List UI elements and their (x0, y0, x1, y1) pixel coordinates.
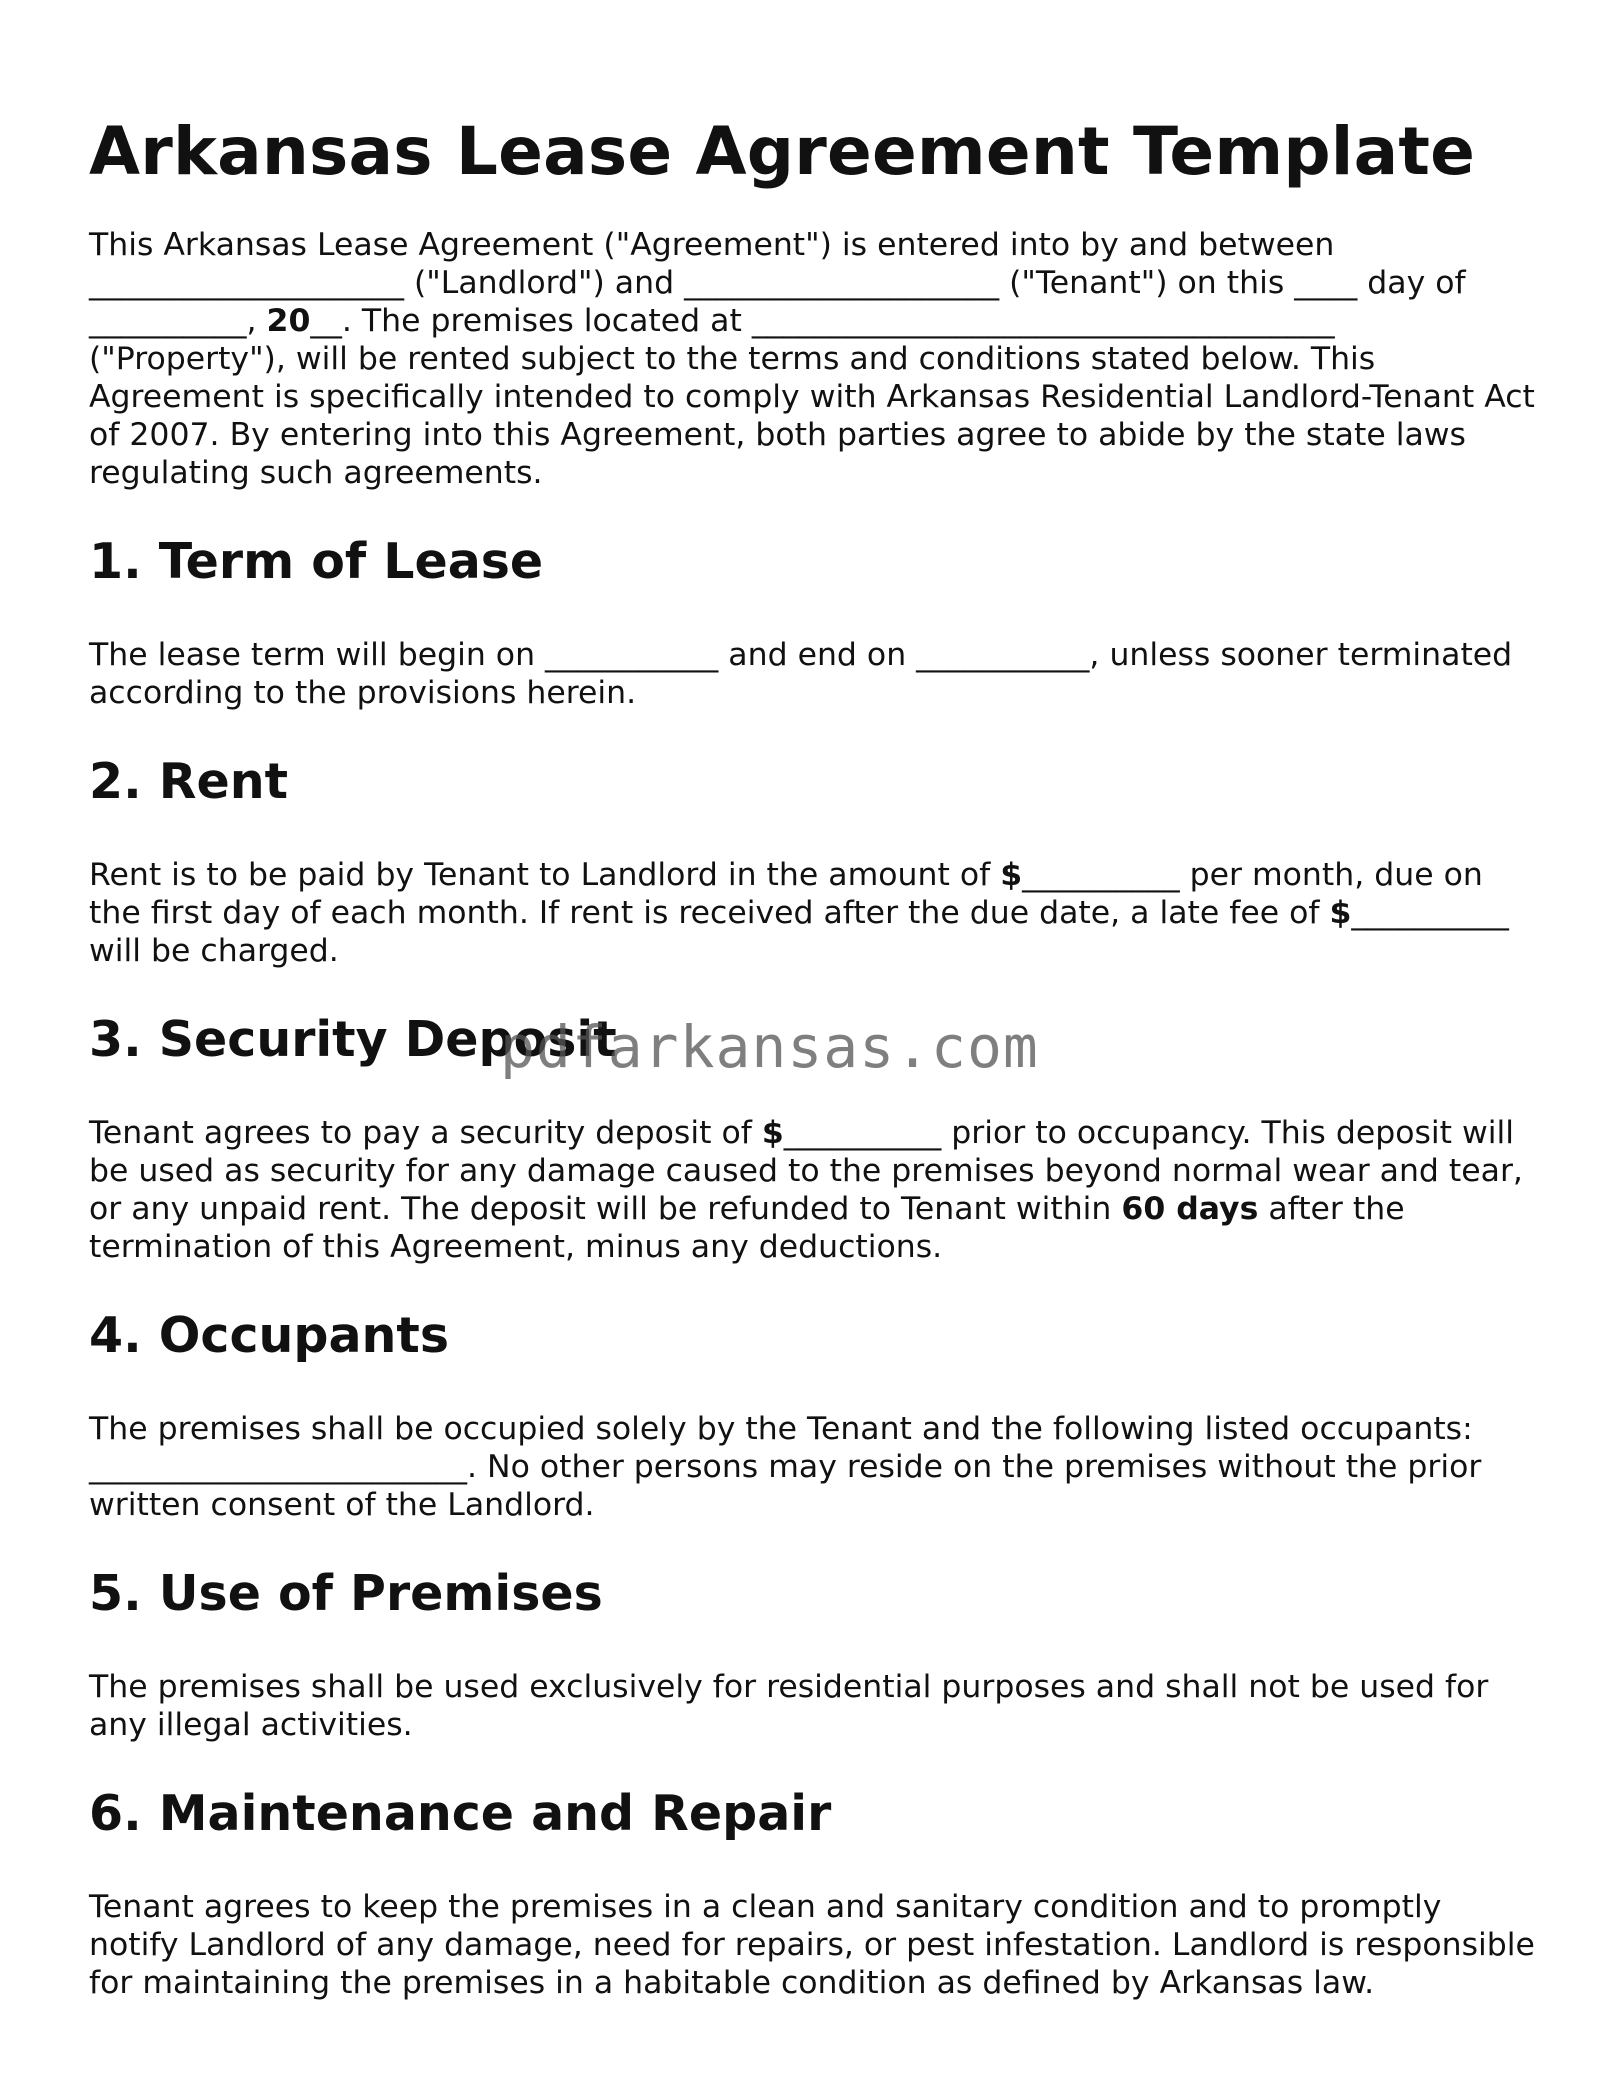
watermark-text: pdfarkansas.com (500, 1013, 1039, 1081)
document-title: Arkansas Lease Agreement Template (89, 113, 1476, 190)
intro-text-2: __. The premises located at _____________________________________ ("Property"), will be rented subject to the terms and conditions stated below. This Agreement is specifically intended to comply with Arkansas Residential Landlord-Tenant Act of 2007. By entering into this Agreement, both parties agree to abide by the state laws regulating such agreements. (89, 303, 1535, 491)
occupants-text: The premises shall be occupied solely by the Tenant and the following listed occupants: ________________________. No other persons may reside on the premises without the prior written consent of the Landlord. (89, 1411, 1482, 1523)
rent-dollar-2: $ (1329, 895, 1352, 931)
section-heading-maintenance: 6. Maintenance and Repair (89, 1785, 832, 1842)
deposit-days-bold: 60 days (1121, 1191, 1259, 1227)
section-body-occupants (89, 1410, 1539, 1524)
rent-dollar-1: $ (1000, 857, 1023, 893)
rent-text-2: __________ per month, due on the first day of each month. If rent is received after the due date, a late fee of (89, 857, 1483, 931)
rent-text-3: __________ will be charged. (89, 895, 1509, 969)
intro-year-bold: 20 (266, 303, 311, 339)
section-heading-use: 5. Use of Premises (89, 1565, 603, 1622)
section-heading-rent: 2. Rent (89, 753, 289, 810)
deposit-text-2: __________ prior to occupancy. This deposit will be used as security for any damage caused to the premises beyond normal wear and tear, or any unpaid rent. The deposit will be refunded to Tenant within (89, 1115, 1523, 1227)
section-body-maintenance (89, 1888, 1539, 2002)
section-heading-occupants: 4. Occupants (89, 1307, 450, 1364)
section-body-term (89, 636, 1539, 712)
section-heading-term: 1. Term of Lease (89, 533, 544, 590)
deposit-text-3: after the termination of this Agreement, minus any deductions. (89, 1191, 1405, 1265)
deposit-text-1: Tenant agrees to pay a security deposit of (89, 1115, 762, 1151)
intro-text-1: This Arkansas Lease Agreement ("Agreement") is entered into by and between ____________________ ("Landlord") and ____________________ ("Tenant") on this ____ day of __________, (89, 227, 1466, 339)
section-heading-deposit: 3. Security Deposit (89, 1011, 617, 1068)
section-body-rent (89, 856, 1539, 970)
section-body-deposit (89, 1114, 1539, 1266)
section-body-use (89, 1668, 1539, 1744)
use-text: The premises shall be used exclusively for residential purposes and shall not be used for any illegal activities. (89, 1669, 1489, 1743)
maintenance-text: Tenant agrees to keep the premises in a clean and sanitary condition and to promptly notify Landlord of any damage, need for repairs, or pest infestation. Landlord is responsible for maintaining the premises in a habitable condition as defined by Arkansas law. (89, 1889, 1535, 2001)
intro-paragraph (89, 226, 1539, 492)
deposit-dollar: $ (761, 1115, 784, 1151)
rent-text-1: Rent is to be paid by Tenant to Landlord in the amount of (89, 857, 1001, 893)
term-text: The lease term will begin on ___________ and end on ___________, unless sooner terminated according to the provisions herein. (89, 637, 1513, 711)
